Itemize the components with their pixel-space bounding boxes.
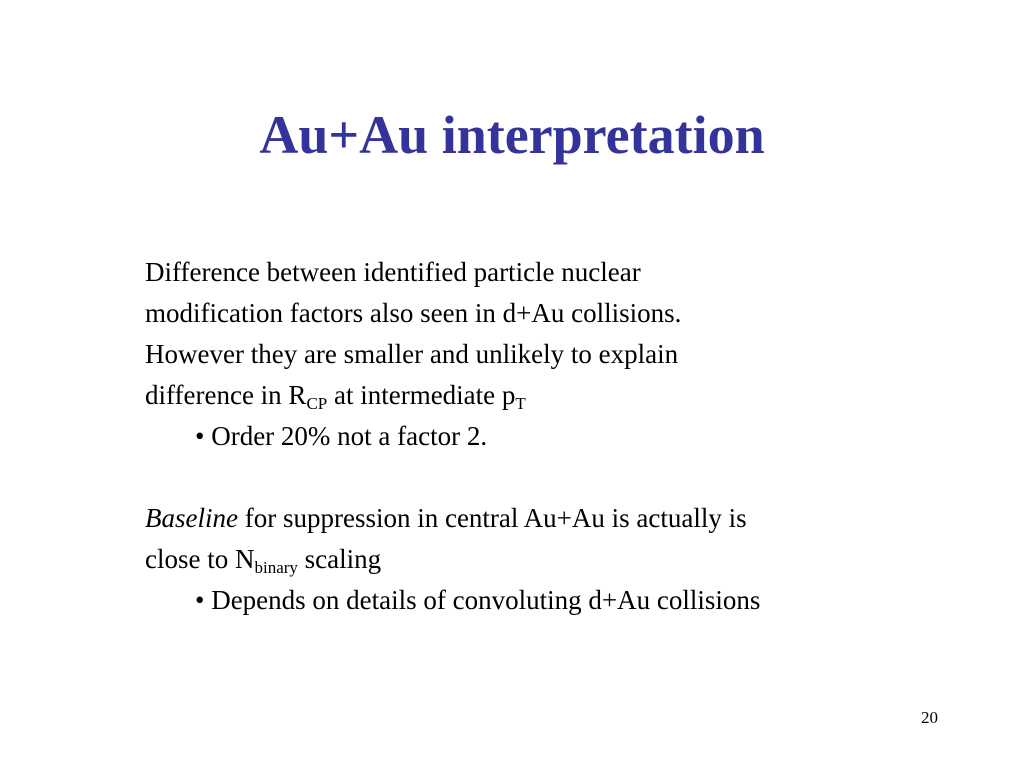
nbinary-subscript: binary [254,558,298,577]
bullet-depends-on-details: • Depends on details of convoluting d+Au collisions [195,585,761,615]
line2-text-start: close to N [145,544,255,574]
line4-text-start: difference in R [145,380,307,410]
slide-body [145,252,965,621]
paragraph1-line3: However they are smaller and unlikely to explain [145,339,679,369]
paragraph1-line4 [145,375,965,416]
pt-subscript: T [515,394,526,413]
baseline-italic: Baseline [145,503,238,533]
paragraph2-line1 [145,498,965,539]
paragraph1-line1: Difference between identified particle nuclear [145,257,641,287]
paragraph2-line2 [145,539,965,580]
paragraph-gap [145,457,965,498]
rcp-subscript: CP [306,394,328,413]
page-number: 20 [921,708,938,727]
paragraph1-line2: modification factors also seen in d+Au collisions. [145,298,682,328]
slide-title: Au+Au interpretation [259,105,765,165]
line2-text-end: scaling [297,544,382,574]
line4-text-middle: at intermediate p [327,380,516,410]
paragraph2-line1-rest: for suppression in central Au+Au is actually is [237,503,747,533]
bullet-order-20-percent: • Order 20% not a factor 2. [195,421,488,451]
